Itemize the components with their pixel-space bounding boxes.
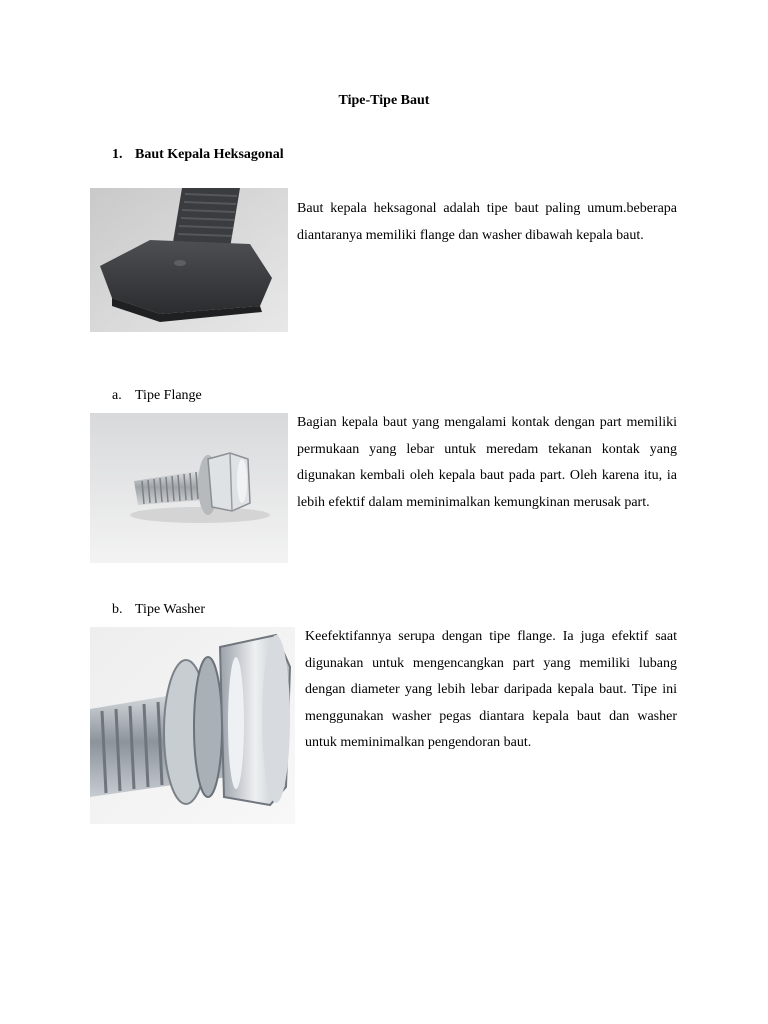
page-title: Tipe-Tipe Baut — [338, 93, 430, 108]
subsection-b-title: Tipe Washer — [135, 602, 206, 617]
subsection-b-heading — [112, 602, 205, 618]
section-heading-text: Baut Kepala Heksagonal — [135, 147, 284, 162]
hex-bolt-image — [90, 188, 288, 332]
washer-bolt-image — [90, 627, 295, 824]
section-heading — [112, 147, 284, 163]
section-number: 1. — [112, 147, 123, 162]
subsection-a-title: Tipe Flange — [135, 388, 202, 403]
subsection-a-paragraph: Bagian kepala baut yang mengalami kontak dengan part memiliki permukaan yang lebar untuk meredam tekanan kontak yang digunakan kembali oleh kepala baut pada part. Oleh karena itu, ia lebih efektif dalam meminimalkan kemungkinan merusak part. — [297, 415, 677, 510]
flange-bolt-image — [90, 413, 288, 563]
subsection-b-letter: b. — [112, 602, 123, 617]
subsection-b-paragraph: Keefektifannya serupa dengan tipe flange. Ia juga efektif saat digunakan untuk mengencangkan part yang memiliki lubang dengan diameter yang lebih lebar daripada kepala baut. Tipe ini menggunakan washer pegas diantara kepala baut dan washer untuk meminimalkan pengendoran baut. — [305, 629, 677, 750]
subsection-a-heading — [112, 388, 202, 404]
subsection-a-letter: a. — [112, 388, 122, 403]
section-paragraph: Baut kepala heksagonal adalah tipe baut paling umum.beberapa diantaranya memiliki flange dan washer dibawah kepala baut. — [297, 201, 677, 243]
